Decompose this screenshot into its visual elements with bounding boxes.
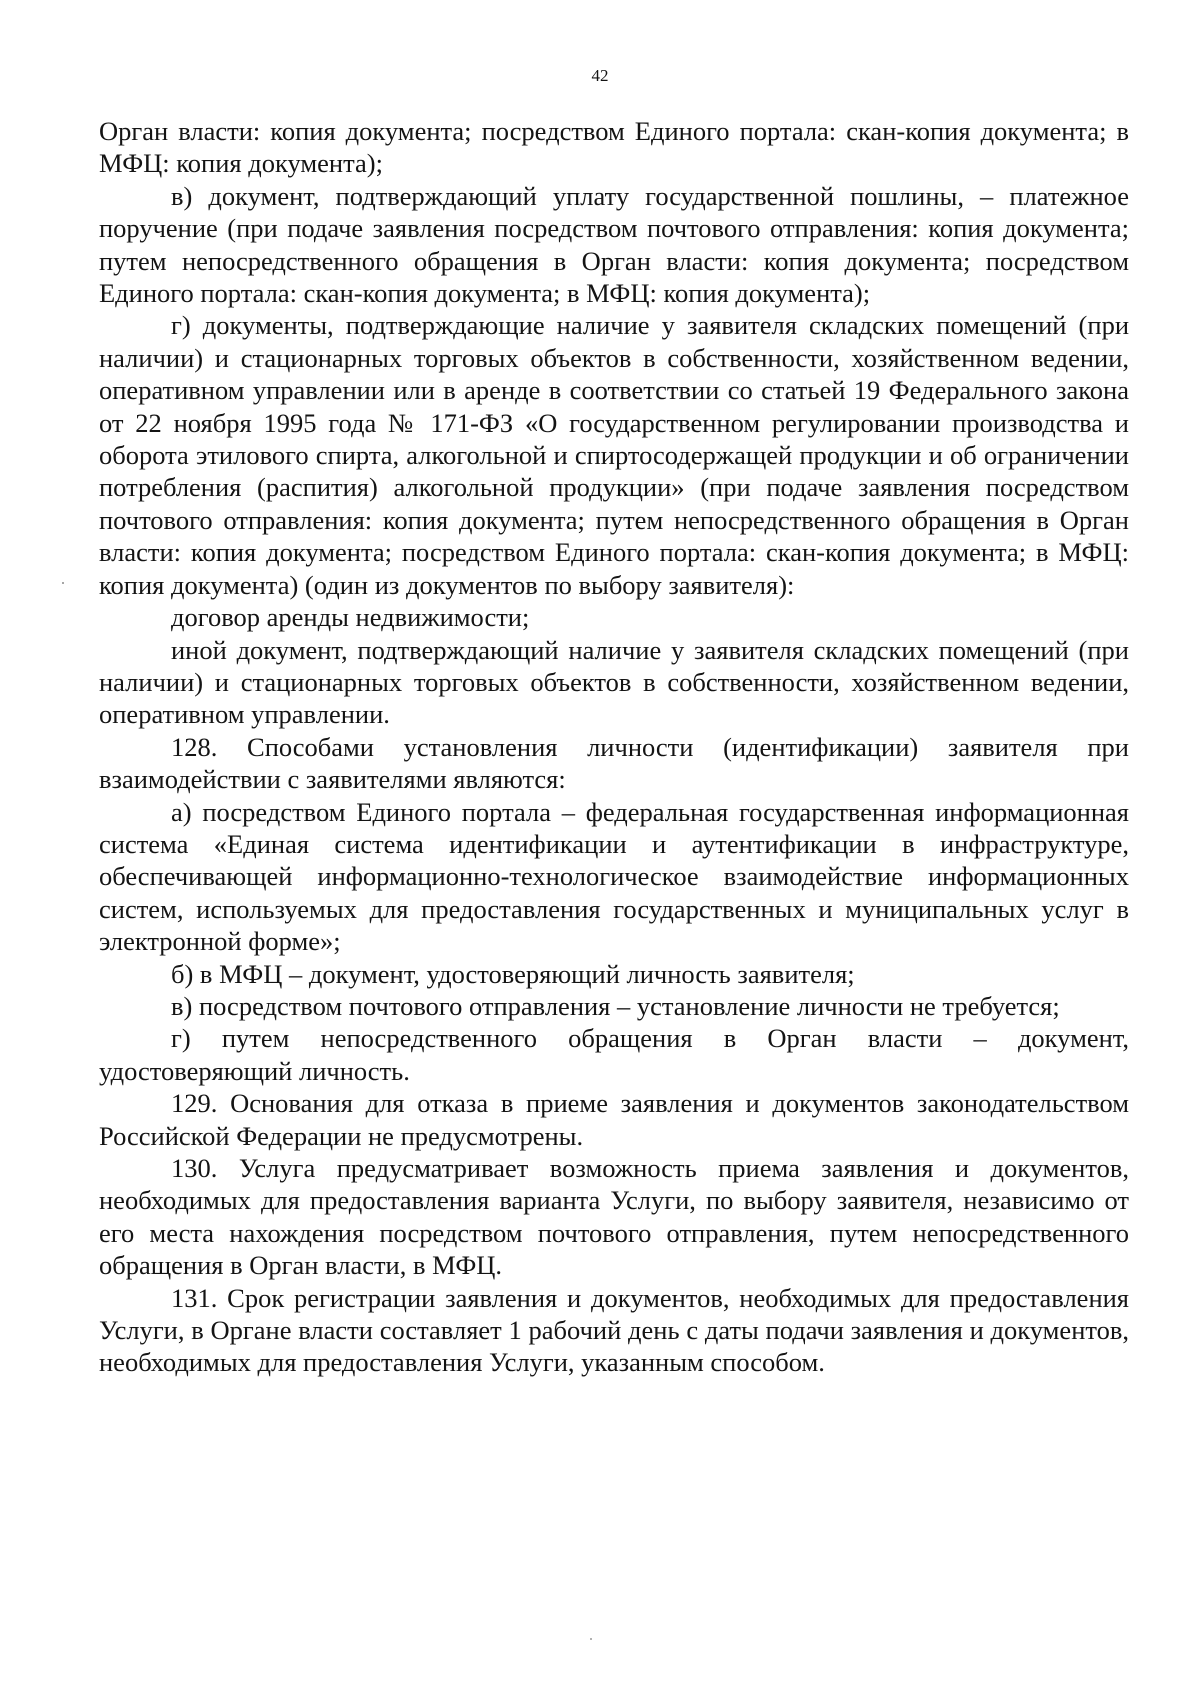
paragraph-131-registration-term: 131. Срок регистрации заявления и документов, необходимых для предоставления Услуги, в Органе власти составляет 1 рабочий день с даты подачи заявления и документов, необходимых для предоставления Услуги, указанным способом. [99, 1282, 1129, 1378]
paragraph-128v-post: в) посредством почтового отправления – установление личности не требуется; [171, 990, 1060, 1021]
paragraph-continuation: Орган власти: копия документа; посредством Единого портала: скан-копия документа; в МФЦ: копия документа); [99, 116, 1129, 179]
paragraph-129-refusal-grounds: 129. Основания для отказа в приеме заявления и документов законодательством Российской Федерации не предусмотрены. [99, 1088, 1129, 1151]
page-number: 42 [591, 66, 609, 85]
document-body [99, 115, 1129, 1379]
paragraph-item-g-premises-documents: г) документы, подтверждающие наличие у заявителя складских помещений (при наличии) и стационарных торговых объектов в собственности, хозяйственном ведении, оперативном управлении или в аренде в соответствии со статьей 19 Федерального закона от 22 ноября 1995 года № 171-ФЗ «О государственном регулировании производства и оборота этилового спирта, алкогольной и спиртосодержащей продукции и об ограничении потребления (распития) алкогольной продукции» (при подаче заявления посредством почтового отправления: копия документа; путем непосредственного обращения в Орган власти: копия документа; посредством Единого портала: скан-копия документа; в МФЦ: копия документа) (один из документов по выбору заявителя): [99, 310, 1129, 600]
scan-speck [590, 1638, 592, 1640]
paragraph-130-acceptance: 130. Услуга предусматривает возможность приема заявления и документов, необходимых для предоставления варианта Услуги, по выбору заявителя, независимо от его места нахождения посредством почтового отправления, путем непосредственного обращения в Орган власти, в МФЦ. [99, 1153, 1129, 1281]
paragraph-128g-direct: г) путем непосредственного обращения в Орган власти – документ, удостоверяющий личность. [99, 1023, 1129, 1086]
paragraph-lease-agreement: договор аренды недвижимости; [171, 602, 530, 633]
paragraph-128a-portal: а) посредством Единого портала – федеральная государственная информационная система «Единая система идентификации и аутентификации в инфраструктуре, обеспечивающей информационно-технологическое взаимодействие информационных систем, используемых для предоставления государственных и муниципальных услуг в электронной форме»; [99, 796, 1129, 957]
paragraph-item-v-state-fee: в) документ, подтверждающий уплату государственной пошлины, – платежное поручение (при подаче заявления посредством почтового отправления: копия документа; путем непосредственного обращения в Орган власти: копия документа; посредством Единого портала: скан-копия документа; в МФЦ: копия документа); [99, 180, 1129, 309]
paragraph-other-document: иной документ, подтверждающий наличие у заявителя складских помещений (при наличии) и стационарных торговых объектов в собственности, хозяйственном ведении, оперативном управлении. [99, 634, 1129, 730]
paragraph-128b-mfc: б) в МФЦ – документ, удостоверяющий личность заявителя; [171, 958, 855, 989]
scan-speck [62, 582, 64, 584]
paragraph-128-identification: 128. Способами установления личности (идентификации) заявителя при взаимодействии с заявителями являются: [99, 731, 1129, 795]
